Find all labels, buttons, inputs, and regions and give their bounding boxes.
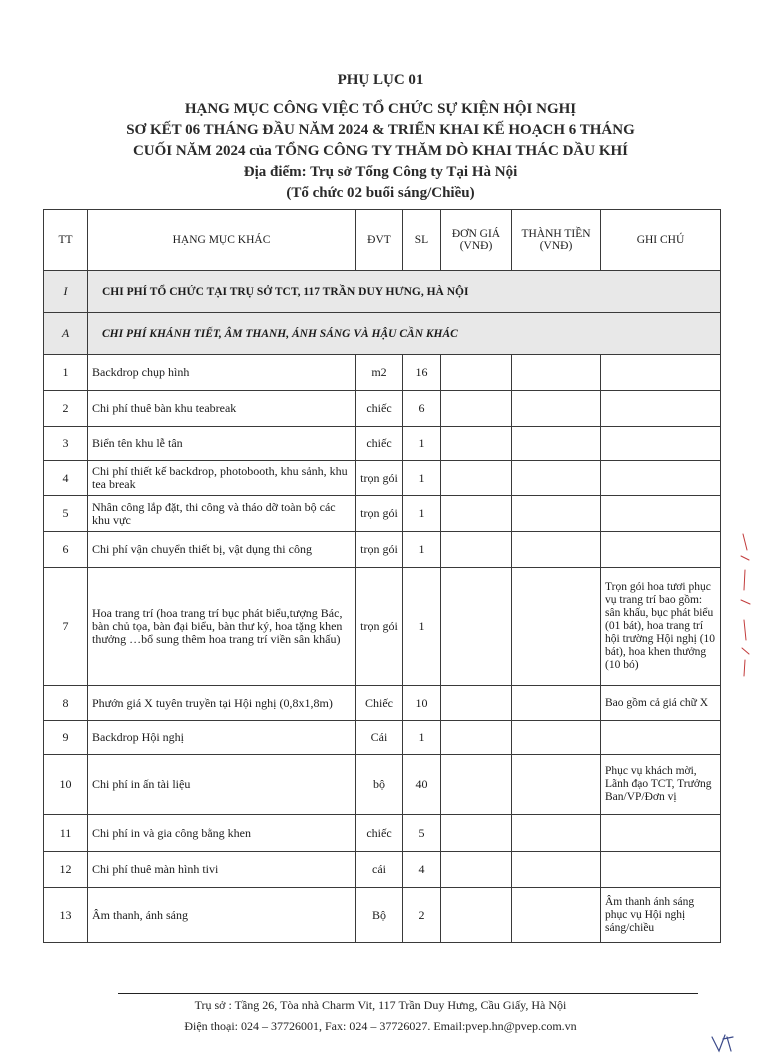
row-total — [512, 755, 601, 815]
row-number: 7 — [44, 568, 88, 686]
row-total — [512, 355, 601, 391]
row-unit: chiếc — [356, 391, 403, 427]
header-price: ĐƠN GIÁ (VNĐ) — [441, 210, 512, 271]
section-main-row — [44, 271, 721, 313]
row-unit-price — [441, 355, 512, 391]
title-line-3: CUỐI NĂM 2024 của TỔNG CÔNG TY THĂM DÒ KHAI THÁC DẦU KHÍ — [132, 143, 629, 159]
header-unit: ĐVT — [356, 210, 403, 271]
table-row — [44, 568, 721, 686]
row-unit: Chiếc — [356, 686, 403, 721]
row-unit-price — [441, 852, 512, 888]
handwritten-initial-mark — [709, 1031, 739, 1055]
table-row — [44, 461, 721, 496]
title-line-1: HẠNG MỤC CÔNG VIỆC TỔ CHỨC SỰ KIỆN HỘI NGHỊ — [184, 101, 577, 117]
row-unit-price — [441, 888, 512, 943]
header-name: HẠNG MỤC KHÁC — [88, 210, 356, 271]
row-number: 11 — [44, 815, 88, 852]
row-number: 12 — [44, 852, 88, 888]
row-quantity: 10 — [403, 686, 441, 721]
row-quantity: 1 — [403, 427, 441, 461]
title-line-2: SƠ KẾT 06 THÁNG ĐẦU NĂM 2024 & TRIỂN KHAI KẾ HOẠCH 6 THÁNG — [126, 122, 635, 138]
row-unit: cái — [356, 852, 403, 888]
row-unit-price — [441, 721, 512, 755]
row-quantity: 1 — [403, 532, 441, 568]
handwritten-margin-mark — [735, 530, 757, 680]
row-number: 4 — [44, 461, 88, 496]
table-row — [44, 391, 721, 427]
row-item-name: Nhân công lắp đặt, thi công và tháo dỡ toàn bộ các khu vực — [88, 496, 356, 532]
row-note — [601, 427, 721, 461]
row-item-name: Hoa trang trí (hoa trang trí bục phát biểu,tượng Bác, bàn chủ tọa, bàn đại biểu, bàn thư ký, hoa tặng khen thưởng …bổ sung thêm hoa trang trí viền sân khấu) — [88, 568, 356, 686]
row-total — [512, 815, 601, 852]
row-unit-price — [441, 532, 512, 568]
row-quantity: 40 — [403, 755, 441, 815]
section-main-number: I — [44, 271, 88, 313]
row-item-name: Âm thanh, ánh sáng — [88, 888, 356, 943]
row-unit-price — [441, 686, 512, 721]
section-sub-number: A — [44, 313, 88, 355]
row-quantity: 4 — [403, 852, 441, 888]
row-quantity: 1 — [403, 721, 441, 755]
row-quantity: 5 — [403, 815, 441, 852]
row-item-name: Biển tên khu lễ tân — [88, 427, 356, 461]
row-number: 9 — [44, 721, 88, 755]
row-unit: bộ — [356, 755, 403, 815]
row-number: 5 — [44, 496, 88, 532]
header-note: GHI CHÚ — [601, 210, 721, 271]
row-number: 10 — [44, 755, 88, 815]
row-total — [512, 568, 601, 686]
row-quantity: 1 — [403, 461, 441, 496]
row-note — [601, 391, 721, 427]
row-note — [601, 532, 721, 568]
row-unit: Cái — [356, 721, 403, 755]
row-unit-price — [441, 461, 512, 496]
row-total — [512, 888, 601, 943]
row-unit-price — [441, 391, 512, 427]
row-note: Phục vụ khách mời, Lãnh đạo TCT, Trưởng Ban/VP/Đơn vị — [601, 755, 721, 815]
row-unit: trọn gói — [356, 496, 403, 532]
row-number: 1 — [44, 355, 88, 391]
row-item-name: Chi phí thiết kế backdrop, photobooth, khu sảnh, khu tea break — [88, 461, 356, 496]
row-quantity: 2 — [403, 888, 441, 943]
row-item-name: Backdrop chụp hình — [88, 355, 356, 391]
schedule-line: (Tổ chức 02 buổi sáng/Chiều) — [286, 185, 475, 201]
row-unit: Bộ — [356, 888, 403, 943]
row-unit: m2 — [356, 355, 403, 391]
row-note — [601, 852, 721, 888]
row-unit: trọn gói — [356, 461, 403, 496]
table-row — [44, 852, 721, 888]
row-unit-price — [441, 815, 512, 852]
row-note: Bao gồm cả giá chữ X — [601, 686, 721, 721]
location-line: Địa điểm: Trụ sở Tổng Công ty Tại Hà Nội — [243, 164, 518, 180]
header-tt: TT — [44, 210, 88, 271]
row-total — [512, 427, 601, 461]
row-unit: chiếc — [356, 815, 403, 852]
row-item-name: Chi phí in và gia công bằng khen — [88, 815, 356, 852]
row-note: Âm thanh ánh sáng phục vụ Hội nghị sáng/chiều — [601, 888, 721, 943]
appendix-title: PHỤ LỤC 01 — [337, 72, 424, 88]
row-unit: trọn gói — [356, 532, 403, 568]
row-number: 2 — [44, 391, 88, 427]
row-total — [512, 852, 601, 888]
row-item-name: Chi phí in ấn tài liệu — [88, 755, 356, 815]
row-unit: chiếc — [356, 427, 403, 461]
footer-divider — [118, 993, 698, 994]
footer-contact: Điện thoại: 024 – 37726001, Fax: 024 – 37726027. Email:pvep.hn@pvep.com.vn — [184, 1019, 577, 1033]
row-unit: trọn gói — [356, 568, 403, 686]
row-item-name: Phướn giá X tuyên truyền tại Hội nghị (0,8x1,8m) — [88, 686, 356, 721]
row-number: 3 — [44, 427, 88, 461]
footer-address: Trụ sở : Tầng 26, Tòa nhà Charm Vit, 117 Trần Duy Hưng, Cầu Giấy, Hà Nội — [194, 998, 567, 1012]
row-note: Trọn gói hoa tươi phục vụ trang trí bao gồm: sân khấu, bục phát biểu (01 bát), hoa trang trí hội trường Hội nghị (10 bát), hoa khen thưởng (10 bó) — [601, 568, 721, 686]
row-total — [512, 461, 601, 496]
table-row — [44, 888, 721, 943]
items-table — [43, 209, 721, 943]
row-note — [601, 815, 721, 852]
table-row — [44, 686, 721, 721]
table-row — [44, 427, 721, 461]
row-item-name: Chi phí vận chuyển thiết bị, vật dụng thi công — [88, 532, 356, 568]
table-header-row — [44, 210, 721, 271]
row-unit-price — [441, 496, 512, 532]
row-note — [601, 496, 721, 532]
row-unit-price — [441, 755, 512, 815]
row-quantity: 16 — [403, 355, 441, 391]
table-row — [44, 496, 721, 532]
row-total — [512, 496, 601, 532]
row-item-name: Backdrop Hội nghị — [88, 721, 356, 755]
table-row — [44, 755, 721, 815]
row-item-name: Chi phí thuê màn hình tivi — [88, 852, 356, 888]
row-unit-price — [441, 427, 512, 461]
row-total — [512, 686, 601, 721]
row-number: 13 — [44, 888, 88, 943]
row-quantity: 1 — [403, 568, 441, 686]
row-total — [512, 721, 601, 755]
table-row — [44, 721, 721, 755]
table-row — [44, 532, 721, 568]
table-row — [44, 815, 721, 852]
row-total — [512, 532, 601, 568]
row-quantity: 6 — [403, 391, 441, 427]
row-note — [601, 721, 721, 755]
row-note — [601, 355, 721, 391]
row-unit-price — [441, 568, 512, 686]
header-total: THÀNH TIỀN (VNĐ) — [512, 210, 601, 271]
row-item-name: Chi phí thuê bàn khu teabreak — [88, 391, 356, 427]
section-main-label: CHI PHÍ TỔ CHỨC TẠI TRỤ SỞ TCT, 117 TRẦN DUY HƯNG, HÀ NỘI — [88, 271, 721, 313]
row-number: 8 — [44, 686, 88, 721]
row-quantity: 1 — [403, 496, 441, 532]
document-header — [0, 70, 761, 204]
row-total — [512, 391, 601, 427]
section-sub-row — [44, 313, 721, 355]
section-sub-label: CHI PHÍ KHÁNH TIẾT, ÂM THANH, ÁNH SÁNG VÀ HẬU CẦN KHÁC — [88, 313, 721, 355]
row-number: 6 — [44, 532, 88, 568]
row-note — [601, 461, 721, 496]
table-row — [44, 355, 721, 391]
header-qty: SL — [403, 210, 441, 271]
